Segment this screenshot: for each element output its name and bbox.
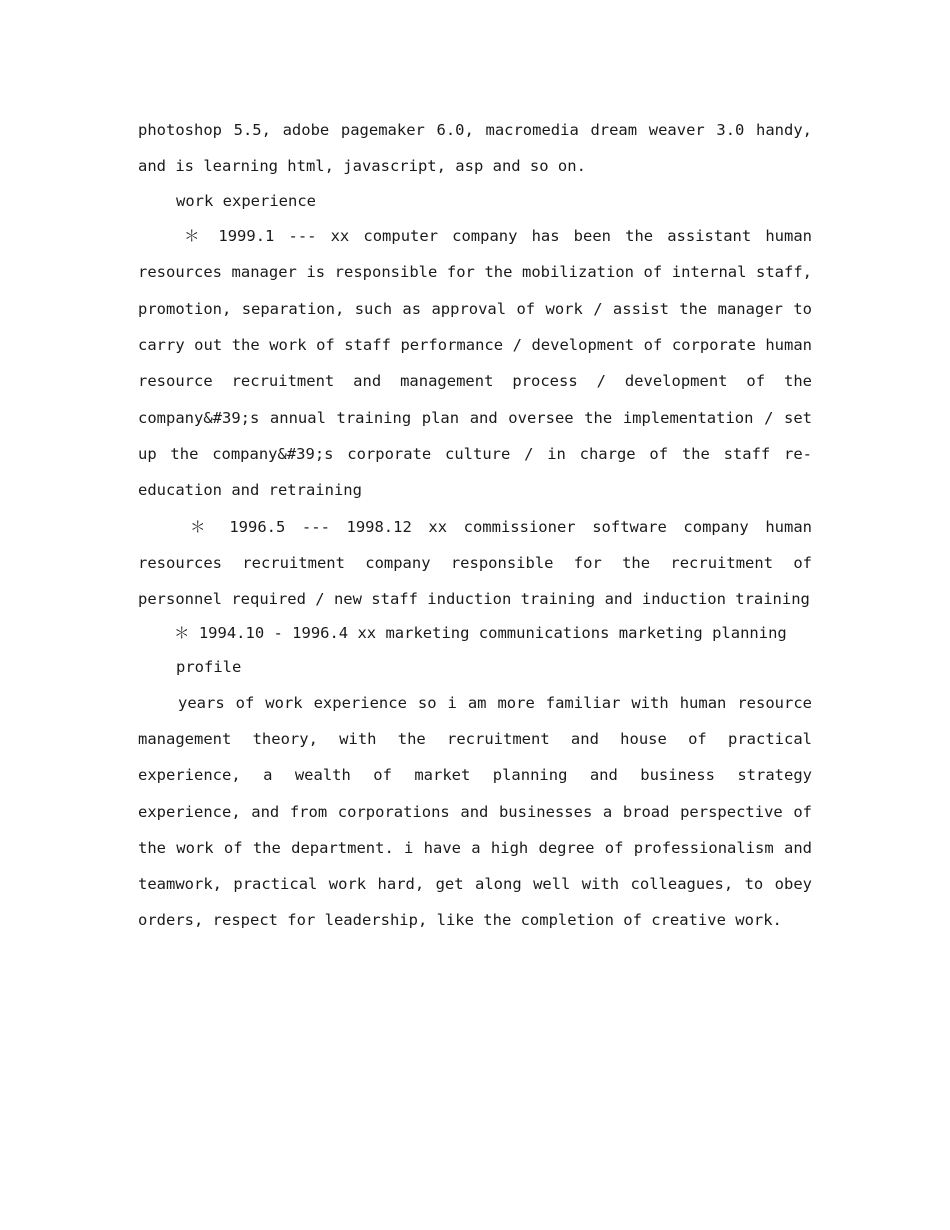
experience-entry-3: ＊ 1994.10 - 1996.4 xx marketing communications marketing planning [174,624,787,643]
skills-paragraph: photoshop 5.5, adobe pagemaker 6.0, macromedia dream weaver 3.0 handy, and is learning html, javascript, asp and so on. [138,121,812,176]
document-body [138,112,812,939]
experience-entry-2: ＊ 1996.5 --- 1998.12 xx commissioner software company human resources recruitment company responsible for the recruitment of personnel required / new staff induction training and induction training [138,517,812,609]
profile-heading: profile [176,658,242,677]
profile-paragraph: years of work experience so i am more familiar with human resource management theory, with the recruitment and house of practical experience, a wealth of market planning and business strategy experience, and from corporations and businesses a broad perspective of the work of the department. i have a high degree of professionalism and teamwork, practical work hard, get along well with colleagues, to obey orders, respect for leadership, like the completion of creative work. [138,693,812,930]
experience-entry-1: ＊ 1999.1 --- xx computer company has been the assistant human resources manager is responsible for the mobilization of internal staff, promotion, separation, such as approval of work / assist the manager to carry out the work of staff performance / development of corporate human resource recruitment and management process / development of the company&#39;s annual training plan and oversee the implementation / set up the company&#39;s corporate culture / in charge of the staff re-education and retraining [138,227,812,500]
work-experience-heading: work experience [176,191,316,210]
